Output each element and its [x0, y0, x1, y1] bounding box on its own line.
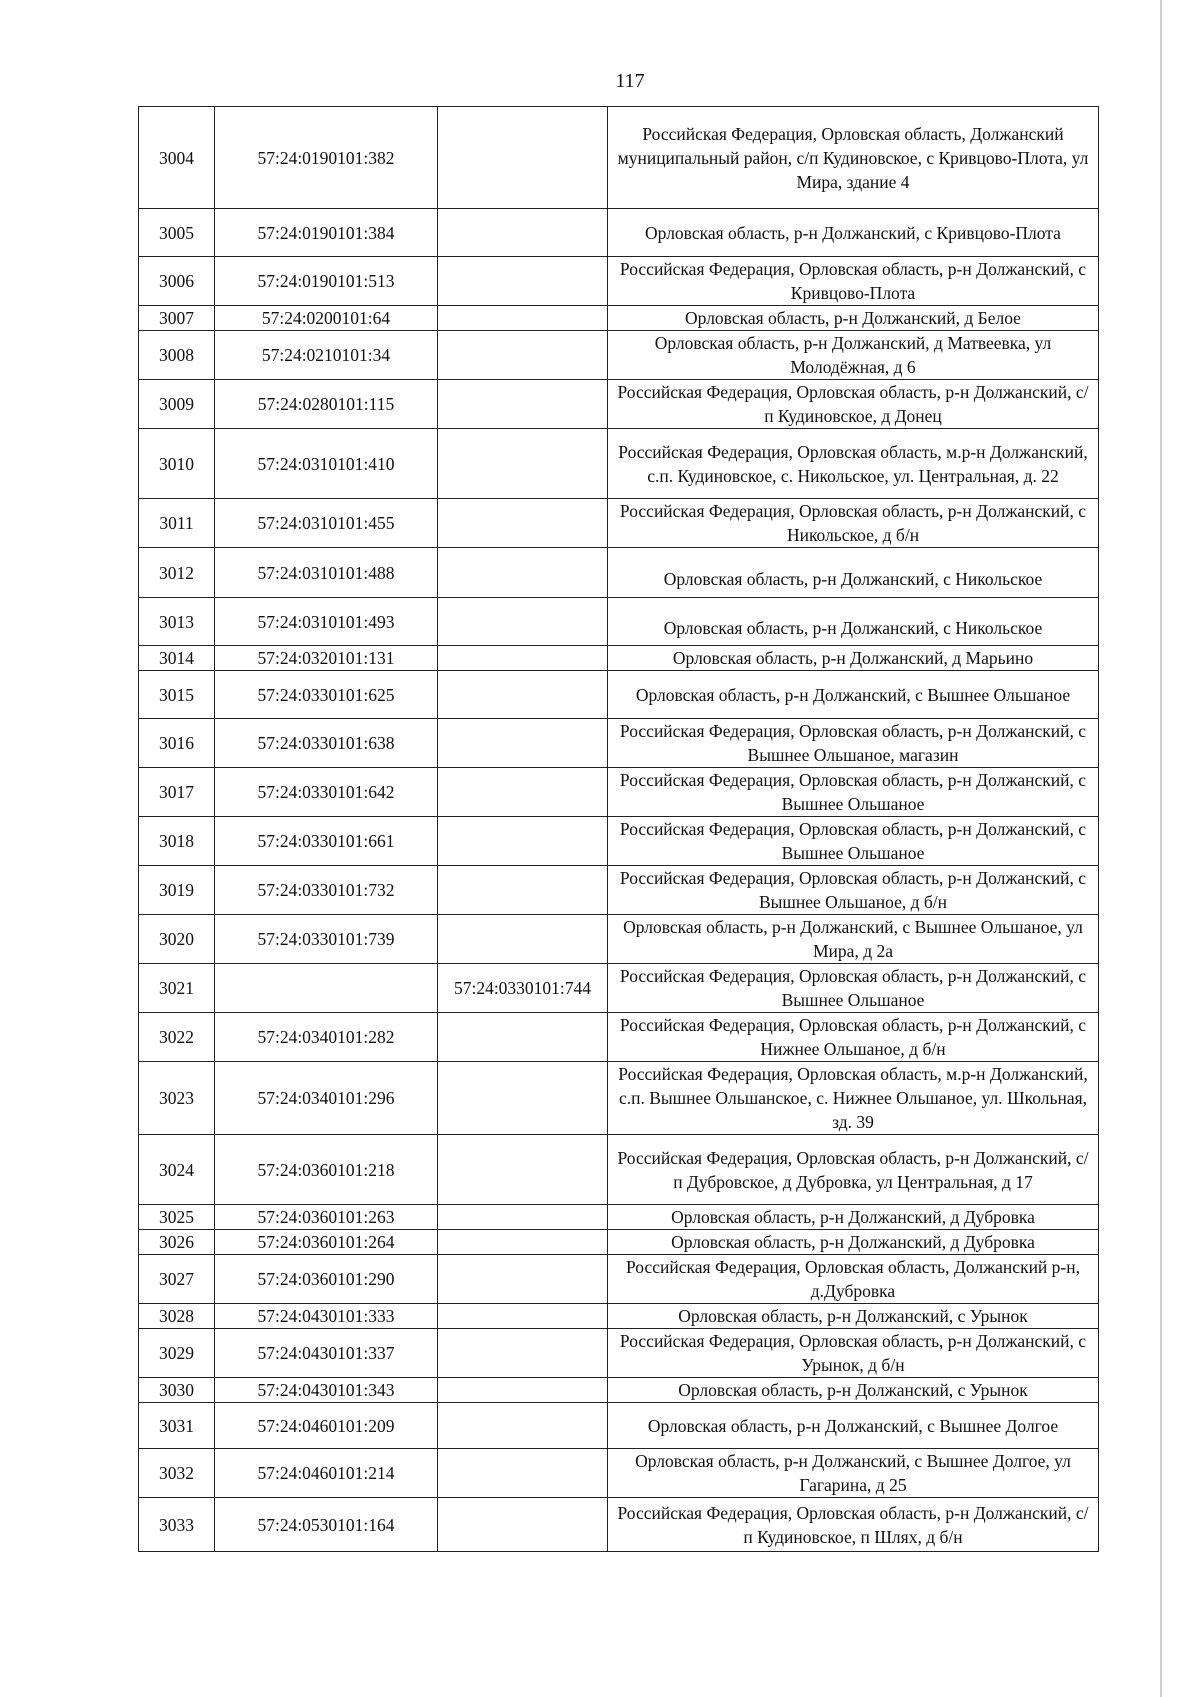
secondary-cadastral-cell [438, 306, 608, 331]
secondary-cadastral-cell [438, 1498, 608, 1552]
secondary-cadastral-cell [438, 1062, 608, 1135]
table-row [139, 331, 1099, 380]
address-cell: Орловская область, р-н Должанский, д Белое [608, 306, 1099, 331]
address-cell: Российская Федерация, Орловская область, р-н Должанский, с Нижнее Ольшаное, д б/н [608, 1013, 1099, 1062]
address-cell: Орловская область, р-н Должанский, д Марьино [608, 646, 1099, 671]
secondary-cadastral-cell [438, 1304, 608, 1329]
cadastral-number-cell: 57:24:0360101:263 [215, 1205, 438, 1230]
row-number-cell: 3022 [139, 1013, 215, 1062]
row-number-cell: 3024 [139, 1135, 215, 1205]
table-row [139, 646, 1099, 671]
cadastral-number-cell: 57:24:0330101:739 [215, 915, 438, 964]
address-cell: Российская Федерация, Орловская область, р-н Должанский, с Вышнее Ольшаное, д б/н [608, 866, 1099, 915]
row-number-cell: 3005 [139, 209, 215, 257]
cadastral-number-cell [215, 964, 438, 1013]
table-row [139, 671, 1099, 719]
cadastral-number-cell: 57:24:0330101:661 [215, 817, 438, 866]
address-cell: Российская Федерация, Орловская область, Должанский муниципальный район, с/п Кудиновское, с Кривцово-Плота, ул Мира, здание 4 [608, 107, 1099, 209]
row-number-cell: 3017 [139, 768, 215, 817]
cadastral-number-cell: 57:24:0340101:282 [215, 1013, 438, 1062]
address-cell: Орловская область, р-н Должанский, с Никольское [608, 598, 1099, 646]
secondary-cadastral-cell [438, 1403, 608, 1449]
secondary-cadastral-cell [438, 331, 608, 380]
address-cell: Орловская область, р-н Должанский, с Урынок [608, 1304, 1099, 1329]
row-number-cell: 3028 [139, 1304, 215, 1329]
secondary-cadastral-cell [438, 866, 608, 915]
address-cell: Орловская область, р-н Должанский, с Вышнее Ольшаное, ул Мира, д 2а [608, 915, 1099, 964]
cadastral-number-cell: 57:24:0360101:264 [215, 1230, 438, 1255]
address-cell: Российская Федерация, Орловская область, р-н Должанский, с Кривцово-Плота [608, 257, 1099, 306]
row-number-cell: 3014 [139, 646, 215, 671]
secondary-cadastral-cell [438, 380, 608, 429]
secondary-cadastral-cell [438, 1255, 608, 1304]
secondary-cadastral-cell [438, 1449, 608, 1498]
row-number-cell: 3015 [139, 671, 215, 719]
table-row [139, 915, 1099, 964]
cadastral-number-cell: 57:24:0190101:384 [215, 209, 438, 257]
table-row [139, 380, 1099, 429]
address-cell: Орловская область, р-н Должанский, д Дубровка [608, 1205, 1099, 1230]
secondary-cadastral-cell [438, 499, 608, 548]
table-row [139, 1403, 1099, 1449]
address-cell: Орловская область, р-н Должанский, с Никольское [608, 548, 1099, 598]
table-row [139, 1304, 1099, 1329]
table-row [139, 209, 1099, 257]
cadastral-number-cell: 57:24:0430101:343 [215, 1378, 438, 1403]
row-number-cell: 3026 [139, 1230, 215, 1255]
registry-table [138, 106, 1099, 1552]
secondary-cadastral-cell [438, 548, 608, 598]
secondary-cadastral-cell [438, 257, 608, 306]
secondary-cadastral-cell [438, 768, 608, 817]
table-row [139, 964, 1099, 1013]
table-row [139, 768, 1099, 817]
table-row [139, 1498, 1099, 1552]
cadastral-number-cell: 57:24:0430101:337 [215, 1329, 438, 1378]
table-row [139, 548, 1099, 598]
row-number-cell: 3013 [139, 598, 215, 646]
secondary-cadastral-cell [438, 817, 608, 866]
page-number: 117 [615, 70, 645, 92]
row-number-cell: 3018 [139, 817, 215, 866]
cadastral-number-cell: 57:24:0320101:131 [215, 646, 438, 671]
address-cell: Российская Федерация, Орловская область, р-н Должанский, с Вышнее Ольшаное [608, 817, 1099, 866]
secondary-cadastral-cell [438, 671, 608, 719]
table-row [139, 1013, 1099, 1062]
secondary-cadastral-cell [438, 1205, 608, 1230]
row-number-cell: 3016 [139, 719, 215, 768]
table-row [139, 499, 1099, 548]
table-row [139, 866, 1099, 915]
cadastral-number-cell: 57:24:0330101:642 [215, 768, 438, 817]
cadastral-number-cell: 57:24:0360101:218 [215, 1135, 438, 1205]
row-number-cell: 3020 [139, 915, 215, 964]
row-number-cell: 3004 [139, 107, 215, 209]
row-number-cell: 3033 [139, 1498, 215, 1552]
table-row [139, 1230, 1099, 1255]
row-number-cell: 3029 [139, 1329, 215, 1378]
row-number-cell: 3006 [139, 257, 215, 306]
address-cell: Орловская область, р-н Должанский, с Урынок [608, 1378, 1099, 1403]
row-number-cell: 3009 [139, 380, 215, 429]
secondary-cadastral-cell [438, 646, 608, 671]
address-cell: Российская Федерация, Орловская область, р-н Должанский, с Вышнее Ольшаное [608, 768, 1099, 817]
table-row [139, 1255, 1099, 1304]
row-number-cell: 3030 [139, 1378, 215, 1403]
address-cell: Орловская область, р-н Должанский, с Вышнее Долгое [608, 1403, 1099, 1449]
cadastral-number-cell: 57:24:0340101:296 [215, 1062, 438, 1135]
table-row [139, 306, 1099, 331]
table-row [139, 1329, 1099, 1378]
row-number-cell: 3023 [139, 1062, 215, 1135]
address-cell: Российская Федерация, Орловская область, р-н Должанский, с/п Кудиновское, п Шлях, д б/н [608, 1498, 1099, 1552]
address-cell: Орловская область, р-н Должанский, д Дубровка [608, 1230, 1099, 1255]
address-cell: Орловская область, р-н Должанский, д Матвеевка, ул Молодёжная, д 6 [608, 331, 1099, 380]
table-row [139, 429, 1099, 499]
cadastral-number-cell: 57:24:0330101:638 [215, 719, 438, 768]
cadastral-number-cell: 57:24:0330101:625 [215, 671, 438, 719]
secondary-cadastral-cell [438, 1329, 608, 1378]
table-row [139, 598, 1099, 646]
table-row [139, 1062, 1099, 1135]
cadastral-number-cell: 57:24:0310101:493 [215, 598, 438, 646]
cadastral-number-cell: 57:24:0530101:164 [215, 1498, 438, 1552]
secondary-cadastral-cell [438, 915, 608, 964]
secondary-cadastral-cell [438, 1230, 608, 1255]
row-number-cell: 3012 [139, 548, 215, 598]
row-number-cell: 3011 [139, 499, 215, 548]
table-row [139, 1205, 1099, 1230]
row-number-cell: 3008 [139, 331, 215, 380]
address-cell: Российская Федерация, Орловская область, р-н Должанский, с/п Кудиновское, д Донец [608, 380, 1099, 429]
secondary-cadastral-cell [438, 1013, 608, 1062]
cadastral-number-cell: 57:24:0310101:488 [215, 548, 438, 598]
cadastral-number-cell: 57:24:0190101:382 [215, 107, 438, 209]
address-cell: Российская Федерация, Орловская область, м.р-н Должанский, с.п. Вышнее Ольшанское, с. Нижнее Ольшаное, ул. Школьная, зд. 39 [608, 1062, 1099, 1135]
row-number-cell: 3010 [139, 429, 215, 499]
table-row [139, 1135, 1099, 1205]
table-row [139, 257, 1099, 306]
cadastral-number-cell: 57:24:0430101:333 [215, 1304, 438, 1329]
row-number-cell: 3032 [139, 1449, 215, 1498]
address-cell: Орловская область, р-н Должанский, с Вышнее Ольшаное [608, 671, 1099, 719]
row-number-cell: 3031 [139, 1403, 215, 1449]
table-row [139, 1449, 1099, 1498]
address-cell: Российская Федерация, Орловская область, р-н Должанский, с Вышнее Ольшаное [608, 964, 1099, 1013]
secondary-cadastral-cell [438, 107, 608, 209]
secondary-cadastral-cell [438, 209, 608, 257]
cadastral-number-cell: 57:24:0210101:34 [215, 331, 438, 380]
cadastral-number-cell: 57:24:0460101:209 [215, 1403, 438, 1449]
secondary-cadastral-cell: 57:24:0330101:744 [438, 964, 608, 1013]
cadastral-number-cell: 57:24:0200101:64 [215, 306, 438, 331]
address-cell: Российская Федерация, Орловская область, р-н Должанский, с Вышнее Ольшаное, магазин [608, 719, 1099, 768]
table-row [139, 719, 1099, 768]
secondary-cadastral-cell [438, 598, 608, 646]
address-cell: Российская Федерация, Орловская область, р-н Должанский, с Никольское, д б/н [608, 499, 1099, 548]
address-cell: Орловская область, р-н Должанский, с Кривцово-Плота [608, 209, 1099, 257]
row-number-cell: 3021 [139, 964, 215, 1013]
address-cell: Российская Федерация, Орловская область, р-н Должанский, с/п Дубровское, д Дубровка, ул Центральная, д 17 [608, 1135, 1099, 1205]
table-row [139, 1378, 1099, 1403]
cadastral-number-cell: 57:24:0360101:290 [215, 1255, 438, 1304]
secondary-cadastral-cell [438, 429, 608, 499]
cadastral-number-cell: 57:24:0190101:513 [215, 257, 438, 306]
registry-body [139, 107, 1099, 1552]
row-number-cell: 3019 [139, 866, 215, 915]
address-cell: Российская Федерация, Орловская область, Должанский р-н, д.Дубровка [608, 1255, 1099, 1304]
secondary-cadastral-cell [438, 1135, 608, 1205]
secondary-cadastral-cell [438, 719, 608, 768]
cadastral-number-cell: 57:24:0460101:214 [215, 1449, 438, 1498]
cadastral-number-cell: 57:24:0310101:410 [215, 429, 438, 499]
address-cell: Российская Федерация, Орловская область, м.р-н Должанский, с.п. Кудиновское, с. Никольское, ул. Центральная, д. 22 [608, 429, 1099, 499]
row-number-cell: 3025 [139, 1205, 215, 1230]
cadastral-number-cell: 57:24:0330101:732 [215, 866, 438, 915]
cadastral-number-cell: 57:24:0280101:115 [215, 380, 438, 429]
row-number-cell: 3027 [139, 1255, 215, 1304]
cadastral-number-cell: 57:24:0310101:455 [215, 499, 438, 548]
table-row [139, 817, 1099, 866]
address-cell: Российская Федерация, Орловская область, р-н Должанский, с Урынок, д б/н [608, 1329, 1099, 1378]
row-number-cell: 3007 [139, 306, 215, 331]
table-row [139, 107, 1099, 209]
scan-edge-line [1160, 0, 1162, 1697]
address-cell: Орловская область, р-н Должанский, с Вышнее Долгое, ул Гагарина, д 25 [608, 1449, 1099, 1498]
secondary-cadastral-cell [438, 1378, 608, 1403]
